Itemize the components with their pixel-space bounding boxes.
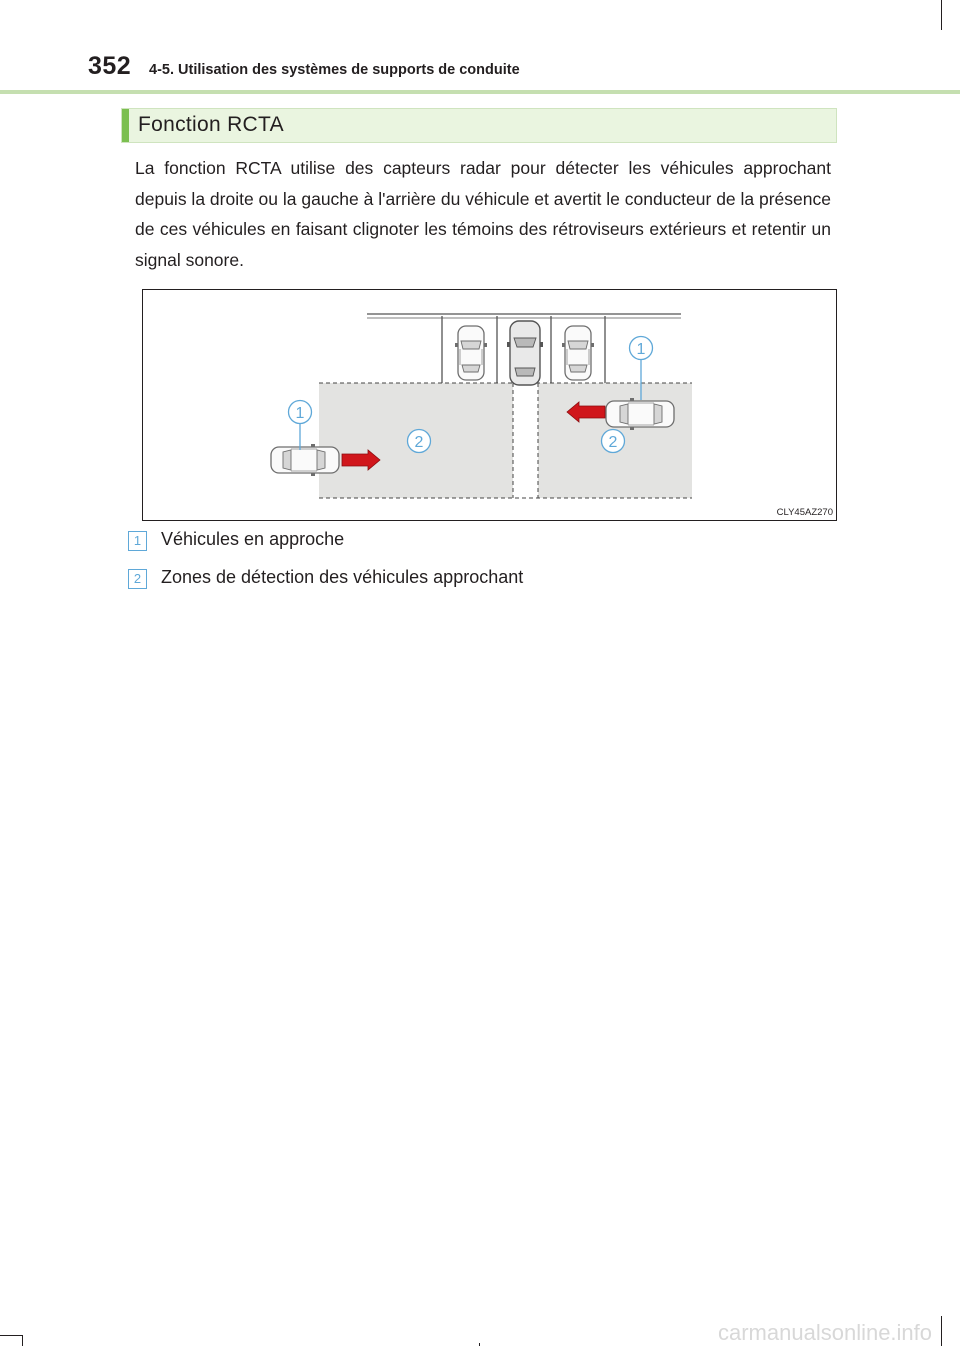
approaching-car-left xyxy=(271,444,339,476)
footer-watermark: carmanualsonline.info xyxy=(718,1320,933,1345)
parked-car xyxy=(455,326,487,380)
legend-text: Zones de détection des véhicules approchant xyxy=(161,567,524,587)
crop-mark-bottom-left-v xyxy=(22,1335,23,1346)
header-rule xyxy=(0,90,960,94)
svg-text:2: 2 xyxy=(414,434,424,451)
section-heading-bar xyxy=(121,108,837,143)
rcta-illustration xyxy=(142,289,837,521)
legend-number: 1 xyxy=(128,531,147,551)
own-vehicle xyxy=(507,321,543,385)
crop-mark-bottom-left-h xyxy=(0,1335,22,1336)
legend-number: 2 xyxy=(128,569,147,589)
crop-mark-top-right xyxy=(941,0,942,30)
approaching-car-right xyxy=(606,398,674,430)
callout-2-left xyxy=(408,430,431,453)
figure-code: CLY45AZ270 xyxy=(776,507,833,518)
parked-car xyxy=(562,326,594,380)
legend-text: Véhicules en approche xyxy=(161,529,345,549)
callout-1-right xyxy=(630,337,653,360)
svg-text:1: 1 xyxy=(636,341,646,358)
crop-mark-bottom-right-v xyxy=(941,1316,942,1346)
section-title: Fonction RCTA xyxy=(138,113,284,136)
svg-text:2: 2 xyxy=(608,434,618,451)
section-accent xyxy=(122,109,129,142)
section-body-text: La fonction RCTA utilise des capteurs radar pour détecter les véhicules approchant depuis la droite ou la gauche à l'arrière du véhicule et avertit le conducteur de la présence de ces véhicules en faisant clignoter les témoins des rétroviseurs extérieurs et retentir un signal sonore. xyxy=(135,158,831,270)
svg-text:1: 1 xyxy=(295,405,305,422)
page-number: 352 xyxy=(88,52,132,80)
callout-1-left xyxy=(289,401,312,424)
rcta-diagram xyxy=(143,290,836,520)
chapter-header: 4-5. Utilisation des systèmes de supports de conduite xyxy=(149,62,520,78)
callout-2-right xyxy=(602,430,625,453)
